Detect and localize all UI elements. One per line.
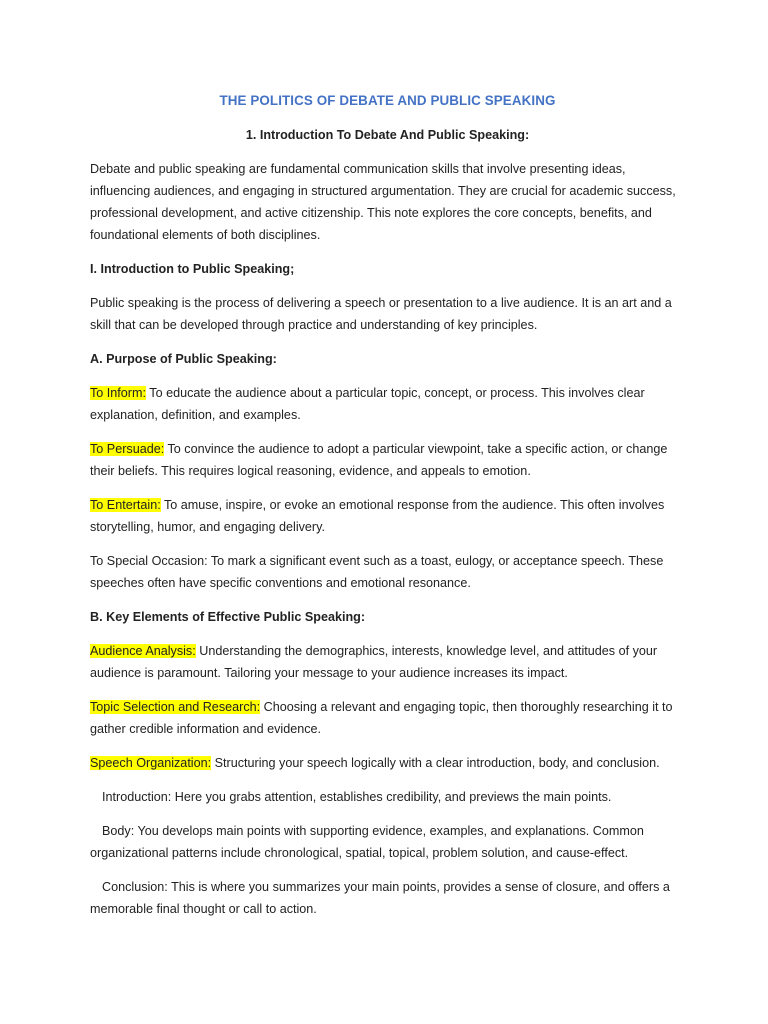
highlighted-term: Topic Selection and Research: <box>90 700 261 714</box>
organization-body <box>90 820 685 864</box>
purpose-text: To educate the audience about a particular topic, concept, or process. This involves clear explanation, definition, and examples. <box>90 386 645 422</box>
element-audience-analysis <box>90 640 685 684</box>
element-text: Choosing a relevant and engaging topic, then thoroughly researching it to gather credible information and evidence. <box>90 700 673 736</box>
document-page <box>90 90 685 932</box>
purpose-entertain <box>90 494 685 538</box>
public-speaking-paragraph: Public speaking is the process of delivering a speech or presentation to a live audience. It is an art and a skill that can be developed through practice and understanding of key principles. <box>90 296 672 332</box>
purpose-inform <box>90 382 685 426</box>
highlighted-term: To Persuade: <box>90 442 165 456</box>
highlighted-term: Speech Organization: <box>90 756 212 770</box>
organization-conclusion <box>90 876 685 920</box>
organization-conclusion-text: Conclusion: This is where you summarizes your main points, provides a sense of closure, and offers a memorable final thought or call to action. <box>90 880 670 916</box>
purpose-text: To convince the audience to adopt a particular viewpoint, take a specific action, or change their beliefs. This requires logical reasoning, evidence, and appeals to emotion. <box>90 442 668 478</box>
highlighted-term: Audience Analysis: <box>90 644 196 658</box>
element-text: Understanding the demographics, interests, knowledge level, and attitudes of your audience is paramount. Tailoring your message to your audience increases its impact. <box>90 644 658 680</box>
heading-key-elements: B. Key Elements of Effective Public Speaking: <box>90 610 366 624</box>
heading-intro-public-speaking: I. Introduction to Public Speaking; <box>90 262 295 276</box>
purpose-persuade <box>90 438 685 482</box>
element-topic-selection <box>90 696 685 740</box>
purpose-text: To amuse, inspire, or evoke an emotional response from the audience. This often involves storytelling, humor, and engaging delivery. <box>90 498 665 534</box>
document-title: THE POLITICS OF DEBATE AND PUBLIC SPEAKING <box>219 93 556 108</box>
element-speech-organization <box>90 752 685 774</box>
organization-introduction: Introduction: Here you grabs attention, establishes credibility, and previews the main points. <box>102 790 612 804</box>
intro-paragraph: Debate and public speaking are fundamental communication skills that involve presenting ideas, influencing audiences, and engaging in structured argumentation. They are crucial for academic success, professional development, and active citizenship. This note explores the core concepts, benefits, and foundational elements of both disciplines. <box>90 162 676 242</box>
highlighted-term: To Inform: <box>90 386 146 400</box>
element-text: Structuring your speech logically with a clear introduction, body, and conclusion. <box>211 756 660 770</box>
highlighted-term: To Entertain: <box>90 498 161 512</box>
section-title: 1. Introduction To Debate And Public Speaking: <box>245 128 530 142</box>
purpose-special-occasion: To Special Occasion: To mark a significant event such as a toast, eulogy, or acceptance speech. These speeches often have specific conventions and emotional resonance. <box>90 554 664 590</box>
organization-body-text: Body: You develops main points with supporting evidence, examples, and explanations. Common organizational patterns include chronological, spatial, topical, problem solution, and cause-effect. <box>90 824 644 860</box>
heading-purpose: A. Purpose of Public Speaking: <box>90 352 277 366</box>
